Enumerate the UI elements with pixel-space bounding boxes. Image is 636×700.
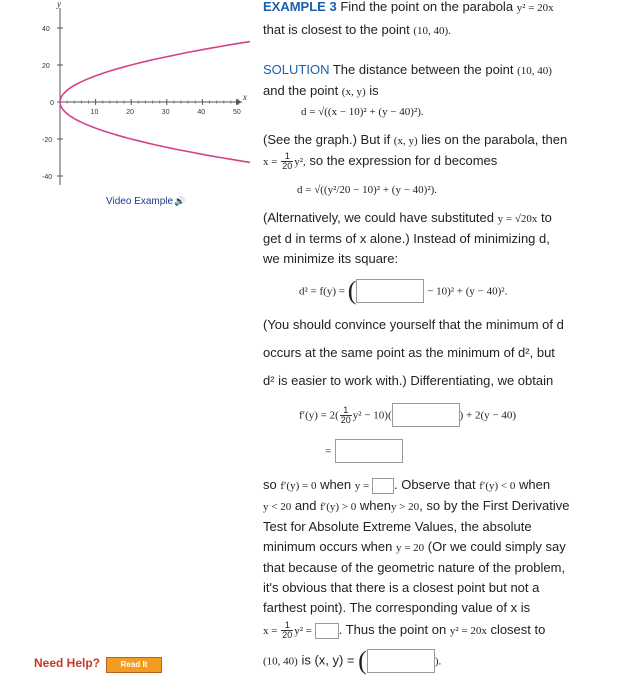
answer-box-4[interactable]	[372, 478, 394, 494]
y-20: y = 20	[395, 542, 425, 554]
frac-num: 1	[281, 152, 293, 162]
test-text: Test for Absolute Extreme Values, the absolute	[263, 519, 532, 534]
when-text-2: when	[515, 477, 551, 492]
y-axis-label: y	[57, 0, 61, 9]
first-deriv-text: , so by the First Derivative	[419, 498, 570, 513]
need-help-label: Need Help?	[34, 656, 101, 670]
dsq-lhs: d² = f(y) =	[299, 285, 348, 298]
frac-den-c: 20	[282, 630, 293, 641]
when-text-3: when	[356, 498, 391, 513]
x-eq: x =	[263, 156, 281, 168]
paren-close: ).	[434, 655, 442, 668]
y-sub: y = √20x	[497, 213, 538, 225]
y-tick-label: 40	[42, 26, 50, 33]
example-title: EXAMPLE 3	[263, 0, 337, 14]
y-tick-label: -20	[42, 137, 53, 144]
x-axis-label: x	[243, 92, 247, 102]
distance-formula: d = √((x − 10)² + (y − 40)²).	[301, 106, 424, 118]
equals-sign: =	[325, 445, 332, 458]
frac-num-b: 1	[340, 406, 352, 416]
fp-neg: f′(y) < 0	[479, 480, 516, 492]
xy-pair-2: (x, y)	[393, 135, 418, 147]
distance-formula-2: d = √((y²/20 − 10)² + (y − 40)²).	[297, 184, 438, 196]
video-example-label[interactable]: Video Example	[106, 196, 174, 207]
farthest-text: farthest point). The corresponding value of x is	[263, 600, 531, 615]
answer-box-3[interactable]	[335, 439, 403, 463]
answer-box-1[interactable]	[356, 279, 424, 303]
min-occ-text: minimum occurs when	[263, 539, 396, 554]
solution-content	[263, 0, 623, 675]
fraction-1-20-b	[340, 406, 352, 425]
when-text: when	[316, 477, 355, 492]
thus-text: . Thus the point on	[338, 622, 450, 637]
answer-box-5[interactable]	[315, 623, 339, 639]
convince-text-3: d² is easier to work with.) Differentiating, we obtain	[263, 373, 554, 388]
y-gt-20: y > 20	[390, 501, 420, 513]
point-value-2: (10, 40)	[517, 65, 552, 77]
y-squared: y²,	[294, 156, 306, 168]
parabola-graph	[0, 0, 250, 200]
fp-rhs: ) + 2(y − 40)	[459, 409, 517, 422]
x-tick-label: 30	[161, 109, 170, 116]
read-it-button[interactable]: Read It	[106, 657, 162, 673]
y-tick-label: 20	[42, 63, 50, 70]
speaker-icon[interactable]: 🔊	[174, 196, 186, 206]
solution-text-2: and the point	[263, 83, 342, 98]
frac-den-b: 20	[340, 414, 351, 425]
point-final: (10, 40)	[263, 655, 298, 668]
x-tick-label: 50	[233, 109, 241, 116]
paren-open-2: (	[358, 646, 367, 675]
answer-box-6[interactable]	[367, 649, 435, 673]
lies-text: lies on the parabola, then	[417, 132, 568, 147]
answer-box-2[interactable]	[392, 403, 460, 427]
problem-text-2: that is closest to the point	[263, 22, 414, 37]
alt-to: to	[537, 210, 552, 225]
y2-eq: y² =	[294, 625, 315, 637]
closest-text: closest to	[486, 622, 546, 637]
because-text: that because of the geometric nature of the problem,	[263, 560, 566, 575]
x-axis-arrow	[236, 99, 242, 105]
obvious-text: it's obvious that there is a closest point but not a	[263, 580, 540, 595]
fraction-1-20-c	[281, 621, 293, 640]
fp-lhs: f′(y) = 2(	[299, 409, 339, 422]
solution-label: SOLUTION	[263, 62, 330, 77]
fp-zero: f′(y) = 0	[280, 480, 317, 492]
fraction-1-20	[281, 152, 293, 171]
y-eq: y =	[354, 480, 372, 492]
y-tick-label: 0	[50, 100, 54, 107]
alt-text: (Alternatively, we could have substituted	[263, 210, 498, 225]
frac-den: 20	[282, 161, 293, 172]
xy-pair: (x, y)	[341, 86, 366, 98]
observe-text: . Observe that	[393, 477, 480, 492]
parabola-eq: y² = 20x	[516, 2, 554, 14]
alt-text-3: we minimize its square:	[263, 251, 399, 266]
convince-text-2: occurs at the same point as the minimum of d², but	[263, 345, 555, 360]
so-expr-text: so the expression for d becomes	[305, 153, 498, 168]
y-tick-label: -40	[42, 174, 53, 181]
point-value: (10, 40).	[413, 25, 451, 37]
see-graph-text: (See the graph.) But if	[263, 132, 394, 147]
video-example-link[interactable]	[106, 196, 185, 207]
x-tick-label: 20	[126, 109, 134, 116]
x-tick-label: 10	[90, 109, 99, 116]
so-text: so	[263, 477, 281, 492]
or-simply-text: (Or we could simply say	[424, 539, 566, 554]
solution-text-3: is	[365, 83, 379, 98]
paren-open: (	[347, 276, 357, 305]
alt-text-2: get d in terms of x alone.) Instead of minimizing d,	[263, 231, 550, 246]
fp-mid: y² − 10)(	[352, 409, 392, 422]
x-eq-2: x =	[263, 625, 281, 637]
x-tick-label: 40	[197, 109, 206, 116]
problem-text: Find the point on the parabola	[340, 0, 517, 14]
solution-text: The distance between the point	[329, 62, 518, 77]
convince-text: (You should convince yourself that the minimum of d	[263, 317, 564, 332]
parabola-eq-2: y² = 20x	[449, 625, 487, 637]
dsq-rhs: − 10)² + (y − 40)².	[424, 285, 508, 298]
frac-num-c: 1	[281, 621, 293, 631]
y-lt-20: y < 20	[263, 501, 292, 513]
fp-pos: f′(y) > 0	[320, 501, 357, 513]
is-xy-text: is (x, y) =	[297, 652, 359, 668]
and-text: and	[291, 498, 321, 513]
